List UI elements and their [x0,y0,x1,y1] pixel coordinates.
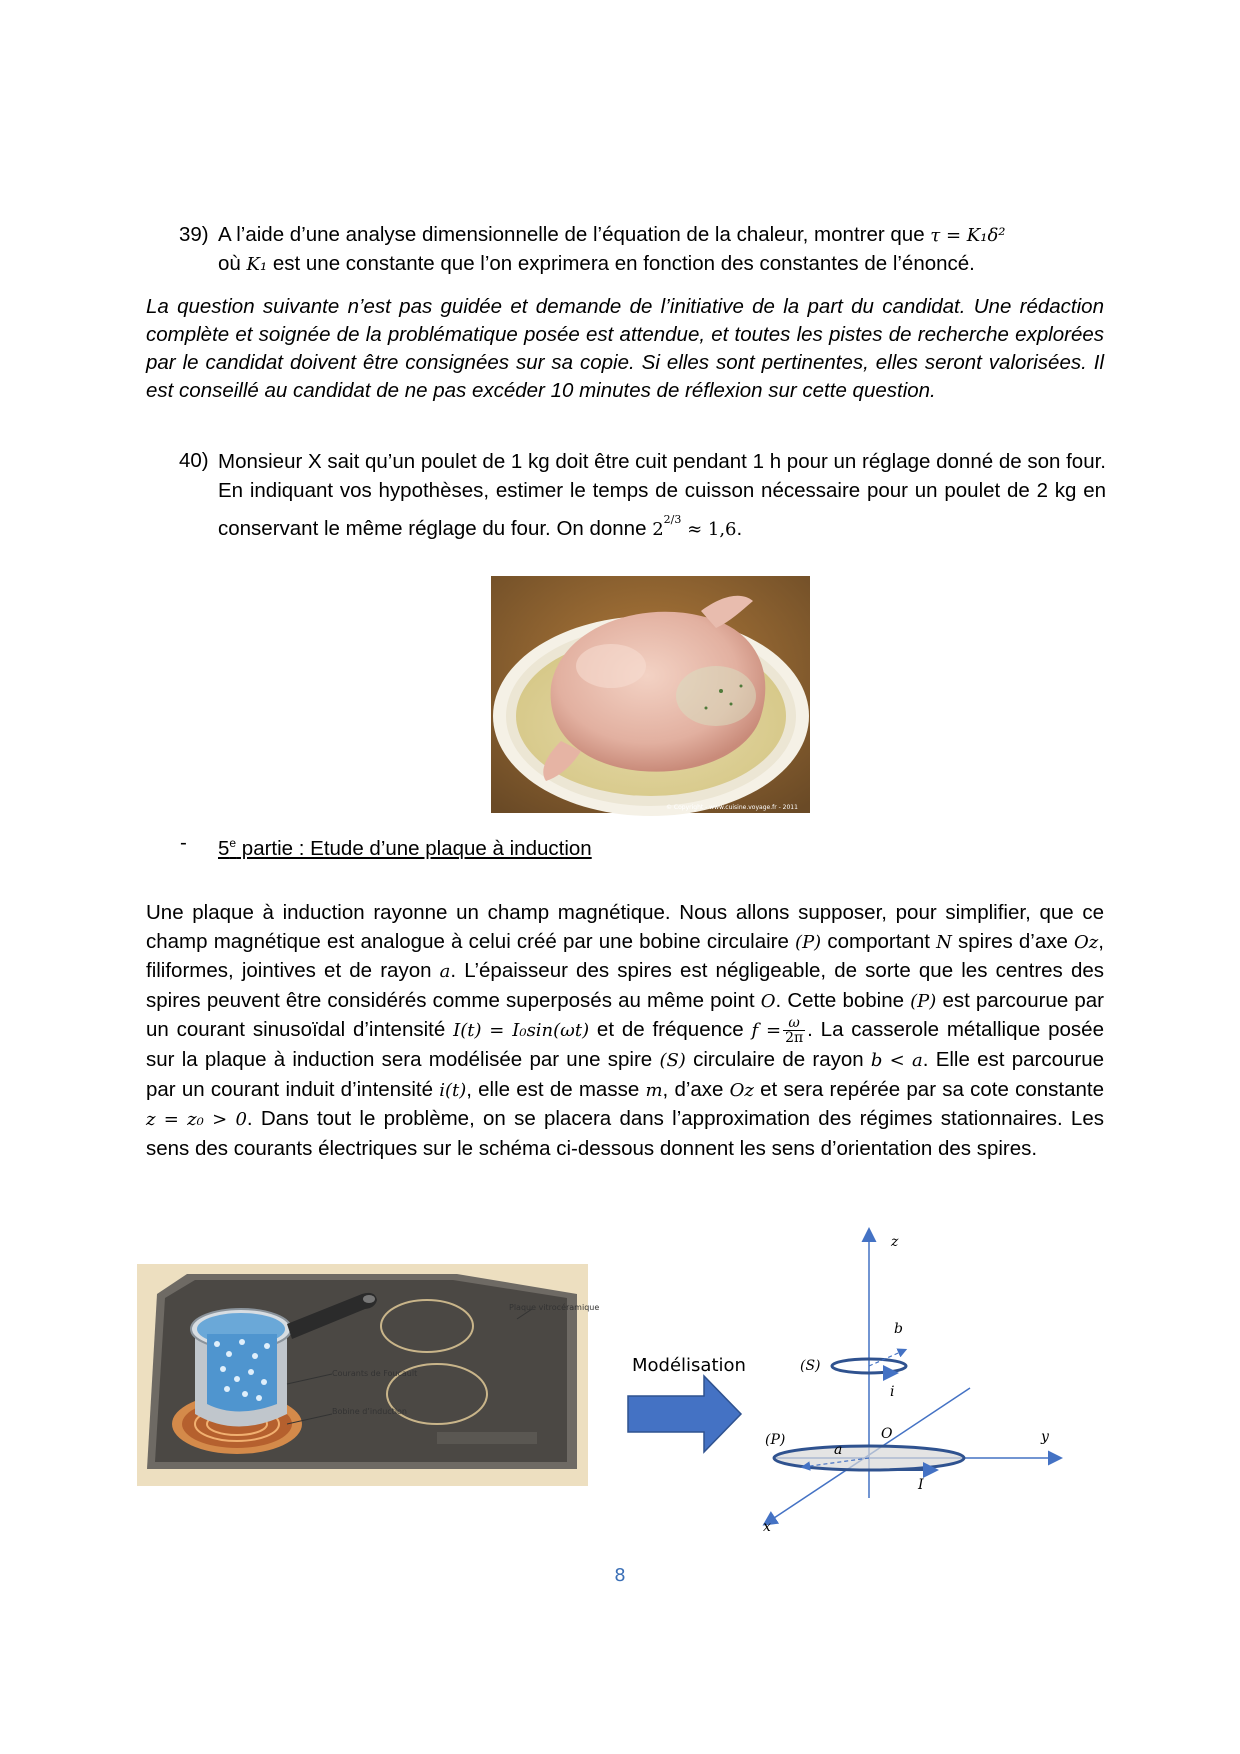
question-sentence: où [218,252,247,275]
math-fraction [783,1016,805,1045]
question-sentence: est une constante que l’on exprimera en fonction des constantes de l’énoncé. [267,252,975,275]
math-symbol: (P) [795,931,822,953]
math-symbol: Oz [729,1079,754,1101]
text-run: est parcourue par un courant sinusoïdal d’intensité [146,988,1105,1042]
label-plaque: Plaque vitrocéramique [509,1303,600,1312]
label-i: i [890,1384,895,1400]
text-run: , filiformes, jointives et de rayon [146,929,1104,983]
text-run: , d’axe [662,1077,730,1101]
instruction-paragraph: La question suivante n’est pas guidée et demande de l’initiative de la part du candidat. Une rédaction complète et soignée de la problématique posée est attendue, et toutes les pistes de recherche explorées par le candidat doivent être consignées sur sa copie. Si elles sont pertinentes, elles seront valorisées. Il est conseillé au candidat de ne pas excéder 10 minutes de réflexion sur cette question. [146,295,1104,402]
math-exponent: 2/3 [663,513,682,526]
math-symbol: (P) [910,990,937,1012]
question-number: 40) [179,449,209,472]
question-number: 39) [179,223,209,246]
math-symbol: Oz [1074,931,1099,953]
chicken-illustration [491,576,810,813]
question-sentence: Monsieur X sait qu’un poulet de 1 kg doit être cuit pendant 1 h pour un réglage donné de son four. En indiquant vos hypothèses, estimer le temps de cuisson nécessaire pour un poulet de 2 kg en conservant le même réglage du four. On donne [218,450,1106,540]
page-number: 8 [614,1565,626,1586]
text-run: spires d’axe [951,929,1075,953]
text-run: . Dans tout le problème, on se placera dans l’approximation des régimes stationnaires. Les sens des courants électriques sur le schéma ci-dessous donnent les sens d’orientation des spires. [146,1107,1104,1160]
fraction-denominator: 2π [785,1030,804,1047]
math-expression: ≈ 1,6 [681,519,737,540]
question-text [218,221,1106,279]
math-expression: K₁ [246,254,268,275]
text-run: . La casserole métallique posée sur la plaque à induction sera modélisée par une spire [146,1018,1104,1071]
question-sentence: . [736,517,743,540]
text-run: , elle est de masse [466,1077,646,1101]
label-bobine: Bobine d’induction [332,1407,408,1416]
text-run: . L’épaisseur des spires est négligeable, de sorte que les centres des spires peuvent être considérés comme superposés au même point [146,959,1104,1012]
label-y: y [1041,1429,1049,1445]
induction-cooktop-photo [137,1264,600,1486]
text-run: . Cette bobine [775,988,911,1012]
math-expression: 2 [652,519,664,540]
math-symbol: m [645,1079,663,1101]
part-title-text: partie : Etude d’une plaque à induction [236,836,592,860]
label-S: (S) [800,1358,821,1374]
part-title [218,829,592,863]
question-39 [0,221,1240,281]
text-run: et sera repérée par sa cote constante [753,1077,1104,1101]
math-expression: b < a [870,1049,923,1071]
math-expression: f = [751,1020,782,1042]
label-P: (P) [765,1432,786,1448]
math-symbol: O [760,990,776,1012]
part-ordinal: e [229,836,237,850]
label-x: x [763,1519,771,1535]
text-run: comportant [821,929,937,953]
label-I: I [918,1477,924,1493]
question-text [218,447,1106,544]
math-symbol: (S) [659,1049,686,1071]
modelisation-label: Modélisation [632,1355,746,1376]
math-expression: i(t) [439,1079,467,1101]
math-symbol: a [439,961,451,983]
label-O: O [881,1426,893,1442]
math-expression: I(t) = I₀sin(ωt) [453,1020,590,1042]
cooktop-illustration [137,1264,600,1486]
modelisation-arrow-icon [628,1376,743,1452]
fraction-numerator: ω [783,1016,805,1031]
heading-dash: - [180,831,187,854]
label-b: b [894,1321,903,1337]
photo-copyright: © Copyright - www.cuisine.voyage.fr - 2011 [666,804,798,811]
label-z: z [891,1234,899,1250]
label-a: a [834,1442,843,1458]
chicken-photo [491,576,810,813]
body-paragraph [146,899,1104,1163]
part-number: 5 [218,836,230,860]
math-symbol: N [936,931,952,953]
coil-model-diagram [745,1218,1085,1536]
text-run: . Elle est parcourue par un courant induit d’intensité [146,1047,1105,1101]
text-run: et de fréquence [589,1018,752,1042]
math-expression: z = z₀ > 0 [146,1109,247,1131]
question-40 [0,447,1240,547]
text-run: Une plaque à induction rayonne un champ magnétique. Nous allons supposer, pour simplifier, que ce champ magnétique est analogue à celui créé par une bobine circulaire [146,901,1104,953]
math-expression: τ = K₁δ² [930,225,1006,246]
label-courants: Courants de Foucault [332,1369,418,1378]
text-run: circulaire de rayon [685,1047,871,1071]
question-sentence: A l’aide d’une analyse dimensionnelle de l’équation de la chaleur, montrer que [218,223,931,246]
